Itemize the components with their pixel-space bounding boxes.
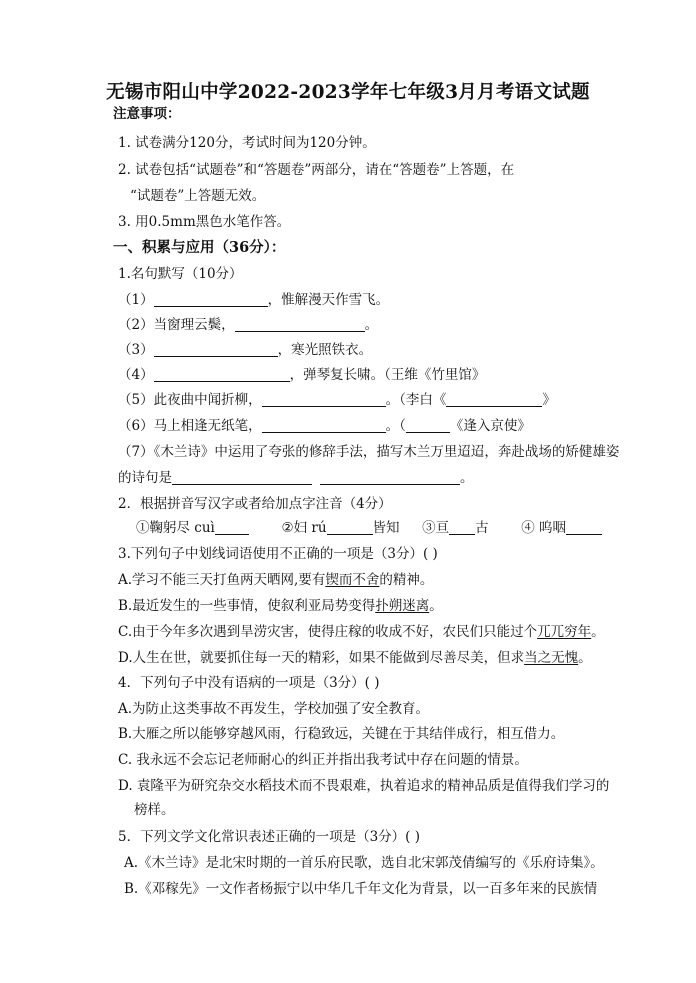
- notice-item-2-cont: “试题卷”上答题无效。: [130, 188, 266, 204]
- q3-option-b: [118, 596, 443, 616]
- q1-item-6-mid: 。（: [385, 418, 406, 434]
- answer-blank[interactable]: [449, 520, 475, 535]
- q1-item-3-pre: （3）: [118, 342, 154, 358]
- q1-item-2: [118, 315, 378, 335]
- answer-blank[interactable]: [327, 520, 373, 535]
- answer-blank[interactable]: [215, 520, 249, 535]
- q2-item-3-post: 古: [475, 520, 489, 536]
- option-text: C.由于今年多次遇到旱涝灾害，使得庄稼的收成不好，农民们只能过个: [118, 624, 538, 640]
- q1-item-6: [118, 416, 531, 436]
- q5-option-b: B.《邓稼先》一文作者杨振宁以中华几千年文化为背景，以一百多年来的民族情: [124, 881, 598, 897]
- answer-blank[interactable]: [262, 392, 386, 407]
- option-text: B.最近发生的一些事情，使叙利亚局势变得: [118, 598, 376, 614]
- q4-option-b: B.大雁之所以能够穿越风雨，行稳致远，关键在于其结伴成行，相互借力。: [118, 726, 565, 742]
- answer-blank[interactable]: [262, 418, 386, 433]
- underlined-word: 扑朔迷离: [375, 598, 430, 614]
- q1-item-1: [118, 290, 389, 310]
- notice-item-1: 1. 试卷满分120分，考试时间为120分钟。: [118, 135, 376, 151]
- q4-option-a: A.为防止这类事故不再发生，学校加强了安全教育。: [118, 701, 430, 717]
- q1-item-4-pre: （4）: [118, 367, 154, 383]
- notice-item-3: 3. 用0.5mm黑色水笔作答。: [118, 214, 291, 230]
- answer-blank[interactable]: [154, 342, 278, 357]
- q1-item-5-pre: （5）此夜曲中闻折柳，: [118, 392, 262, 408]
- q5-option-a: A.《木兰诗》是北宋时期的一首乐府民歌，选自北宋郭茂倩编写的《乐府诗集》。: [124, 855, 604, 871]
- q1-item-4: [118, 365, 485, 385]
- q1-item-6-pre: （6）马上相逢无纸笔，: [118, 418, 262, 434]
- q2-item-4: ④ 呜咽: [521, 520, 566, 536]
- q4-option-d: D. 袁隆平为研究杂交水稻技术而不畏艰难，执着追求的精神品质是值得我们学习的: [118, 778, 610, 794]
- answer-blank[interactable]: [406, 418, 450, 433]
- q1-item-2-post: 。: [364, 317, 379, 333]
- q1-item-7-post: 。: [460, 470, 474, 486]
- page-title: 无锡市阳山中学2022-2023学年七年级3月月考语文试题: [106, 82, 590, 103]
- q1-item-1-pre: （1）: [118, 292, 154, 308]
- q4-option-d-cont: 榜样。: [134, 802, 175, 818]
- notice-item-2: 2. 试卷包括“试题卷”和“答题卷”两部分，请在“答题卷”上答题，在: [118, 162, 515, 178]
- q1-item-3: [118, 340, 372, 360]
- q2-item-2: ②妇 rú: [281, 520, 327, 536]
- q2-item-2-post: 皆知: [372, 520, 400, 536]
- q3-option-a: [118, 570, 433, 590]
- answer-blank[interactable]: [320, 470, 460, 485]
- q5-stem: 5．下列文学文化常识表述正确的一项是（3分）( ): [118, 829, 421, 845]
- option-text: 。: [429, 598, 443, 614]
- q3-option-c: [118, 622, 605, 642]
- q1-item-5: [118, 390, 556, 410]
- q1-item-7: （7）《木兰诗》中运用了夸张的修辞手法，描写木兰万里迢迢，奔赴战场的矫健雄姿: [118, 444, 620, 460]
- option-text: D.人生在世，就要抓住每一天的精彩，如果不能做到尽善尽美，但求: [118, 650, 525, 666]
- underlined-word: 兀兀穷年: [537, 624, 592, 640]
- answer-blank[interactable]: [446, 392, 542, 407]
- q4-stem: 4．下列句子中没有语病的一项是（3分）( ): [118, 675, 380, 691]
- q4-option-c: C. 我永远不会忘记老师耐心的纠正并指出我考试中存在问题的情景。: [118, 752, 528, 768]
- q1-item-5-post: 》: [542, 392, 556, 408]
- answer-blank[interactable]: [172, 470, 312, 485]
- underlined-word: 当之无愧: [524, 650, 579, 666]
- q1-item-7-pre: 的诗句是: [118, 470, 172, 486]
- q1-item-7-cont: [118, 468, 474, 488]
- q1-item-3-post: ，寒光照铁衣。: [277, 342, 373, 358]
- q2-item-3: ③亘: [422, 520, 450, 536]
- answer-blank[interactable]: [154, 367, 290, 382]
- notice-heading: 注意事项：: [113, 106, 181, 122]
- q2-stem: 2．根据拼音写汉字或者给加点字注音（4分）: [118, 496, 392, 512]
- q1-item-6-post: 《逢入京使》: [449, 418, 531, 434]
- q3-option-d: [118, 648, 592, 668]
- q1-item-5-mid: 。（李白《: [385, 392, 447, 408]
- q1-stem: 1.名句默写（10分）: [118, 266, 243, 282]
- q2-items: [136, 518, 602, 538]
- q1-item-4-post: ，弹琴复长啸。（王维《竹里馆》: [289, 367, 486, 383]
- answer-blank[interactable]: [154, 292, 268, 307]
- q1-item-1-post: ，惟解漫天作雪飞。: [267, 292, 390, 308]
- option-text: 的精神。: [379, 572, 434, 588]
- q2-item-1: ①鞠躬尽 cuì: [136, 520, 215, 536]
- option-text: A.学习不能三天打鱼两天晒网,要有: [118, 572, 326, 588]
- answer-blank[interactable]: [566, 520, 602, 535]
- option-text: 。: [591, 624, 605, 640]
- q1-item-2-pre: （2）当窗理云鬓，: [118, 317, 235, 333]
- option-text: 。: [578, 650, 592, 666]
- section-heading: 一、积累与应用（36分）：: [113, 239, 286, 256]
- underlined-word: 锲而不舍: [325, 572, 380, 588]
- q3-stem: 3.下列句子中划线词语使用不正确的一项是（3分）( ): [118, 546, 438, 562]
- answer-blank[interactable]: [235, 317, 365, 332]
